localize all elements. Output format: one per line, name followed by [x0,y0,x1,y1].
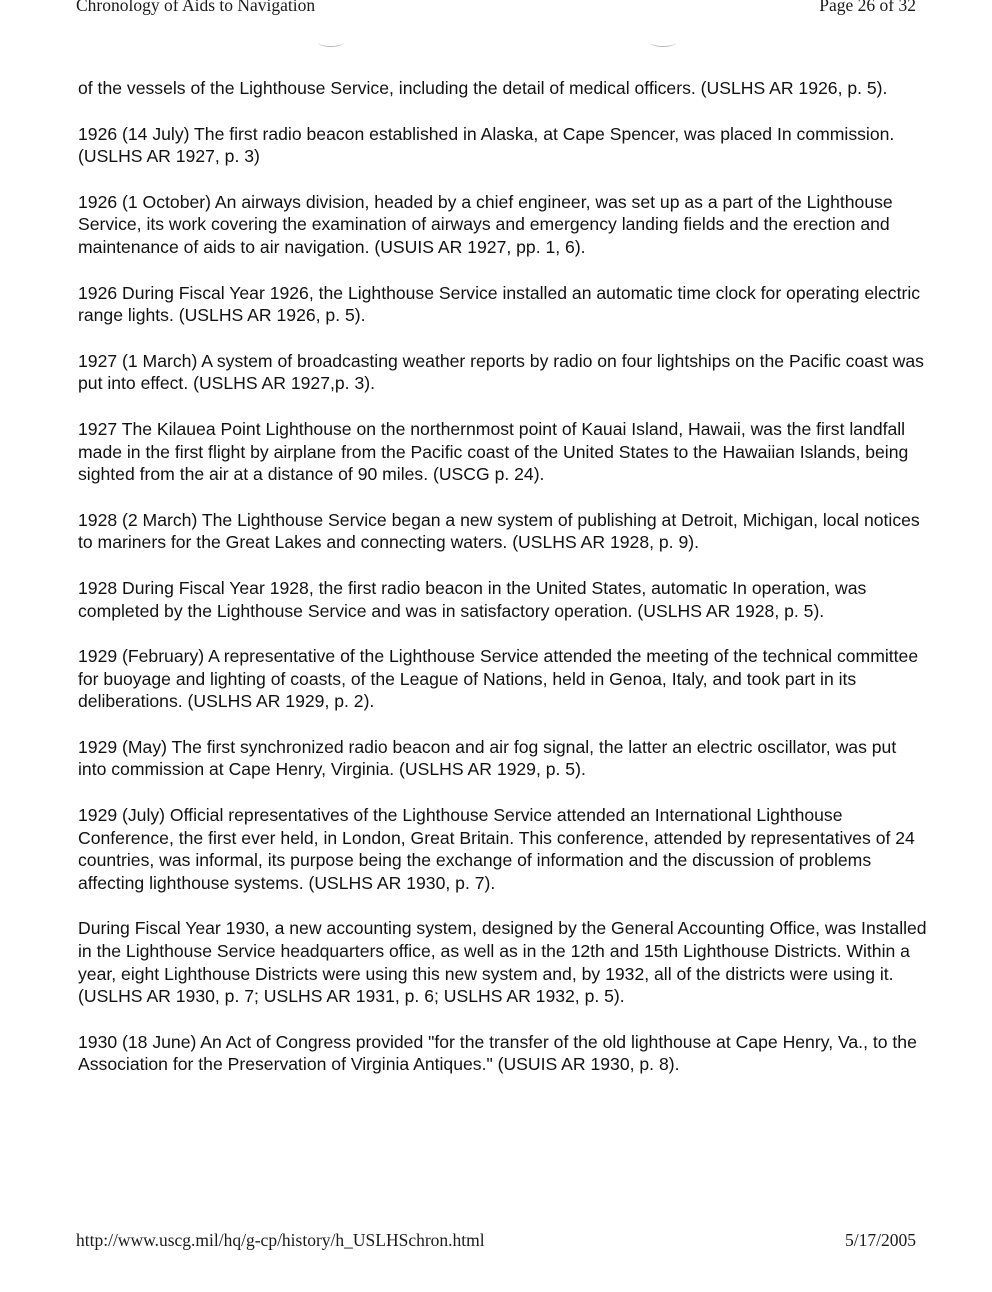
page-footer [0,1230,992,1254]
document-title: Chronology of Aids to Navigation [76,0,316,15]
paragraph: 1926 During Fiscal Year 1926, the Lighthouse Service installed an automatic time clock for operating electric range lights. (USLHS AR 1926, p. 5). [78,282,921,326]
paragraph: 1929 (July) Official representatives of the Lighthouse Service attended an International Lighthouse Conference, the first ever held, in London, Great Britain. This conference, attended by representatives of 24 countries, was informal, its purpose being the exchange of information and the discussion of problems affecting lighthouse systems. (USLHS AR 1930, p. 7). [78,805,915,893]
scan-artifact [318,38,344,47]
paragraph: of the vessels of the Lighthouse Service, including the detail of medical officers. (USLHS AR 1926, p. 5). [78,78,888,98]
scan-artifact [650,38,676,47]
paragraph: 1930 (18 June) An Act of Congress provided "for the transfer of the old lighthouse at Cape Henry, Va., to the Association for the Preservation of Virginia Antiques." (USUIS AR 1930, p. 8). [78,1031,917,1075]
paragraph: 1926 (1 October) An airways division, headed by a chief engineer, was set up as a part of the Lighthouse Service, its work covering the examination of airways and emergency landing fields and the erection and maintenance of aids to air navigation. (USUIS AR 1927, pp. 1, 6). [78,191,893,257]
page-number: Page 26 of 32 [819,0,916,15]
source-url[interactable]: http://www.uscg.mil/hq/g-cp/history/h_USLHSchron.html [76,1230,485,1250]
document-body [78,77,928,1099]
paragraph: 1929 (May) The first synchronized radio beacon and air fog signal, the latter an electric oscillator, was put into commission at Cape Henry, Virginia. (USLHS AR 1929, p. 5). [78,736,897,780]
page-header [0,0,992,19]
paragraph: 1929 (February) A representative of the Lighthouse Service attended the meeting of the technical committee for buoyage and lighting of coasts, of the League of Nations, held in Genoa, Italy, and took part in its deliberations. (USLHS AR 1929, p. 2). [78,646,919,712]
print-date: 5/17/2005 [845,1230,916,1250]
paragraph: 1928 During Fiscal Year 1928, the first radio beacon in the United States, automatic In operation, was completed by the Lighthouse Service and was in satisfactory operation. (USLHS AR 1928, p. 5). [78,577,867,621]
paragraph: 1927 (1 March) A system of broadcasting weather reports by radio on four lightships on the Pacific coast was put into effect. (USLHS AR 1927,p. 3). [78,350,924,394]
paragraph: 1928 (2 March) The Lighthouse Service began a new system of publishing at Detroit, Michigan, local notices to mariners for the Great Lakes and connecting waters. (USLHS AR 1928, p. 9). [78,509,920,553]
paragraph: 1926 (14 July) The first radio beacon established in Alaska, at Cape Spencer, was placed In commission. (USLHS AR 1927, p. 3) [78,123,895,167]
paragraph: 1927 The Kilauea Point Lighthouse on the northernmost point of Kauai Island, Hawaii, was the first landfall made in the first flight by airplane from the Pacific coast of the United States to the Hawaiian Islands, being sighted from the air at a distance of 90 miles. (USCG p. 24). [78,418,909,485]
paragraph: During Fiscal Year 1930, a new accounting system, designed by the General Accounting Office, was Installed in the Lighthouse Service headquarters office, as well as in the 12th and 15th Lighthouse Districts. Within a year, eight Lighthouse Districts were using this new system and, by 1932, all of the districts were using it. (USLHS AR 1930, p. 7; USLHS AR 1931, p. 6; USLHS AR 1932, p. 5). [78,918,927,1007]
